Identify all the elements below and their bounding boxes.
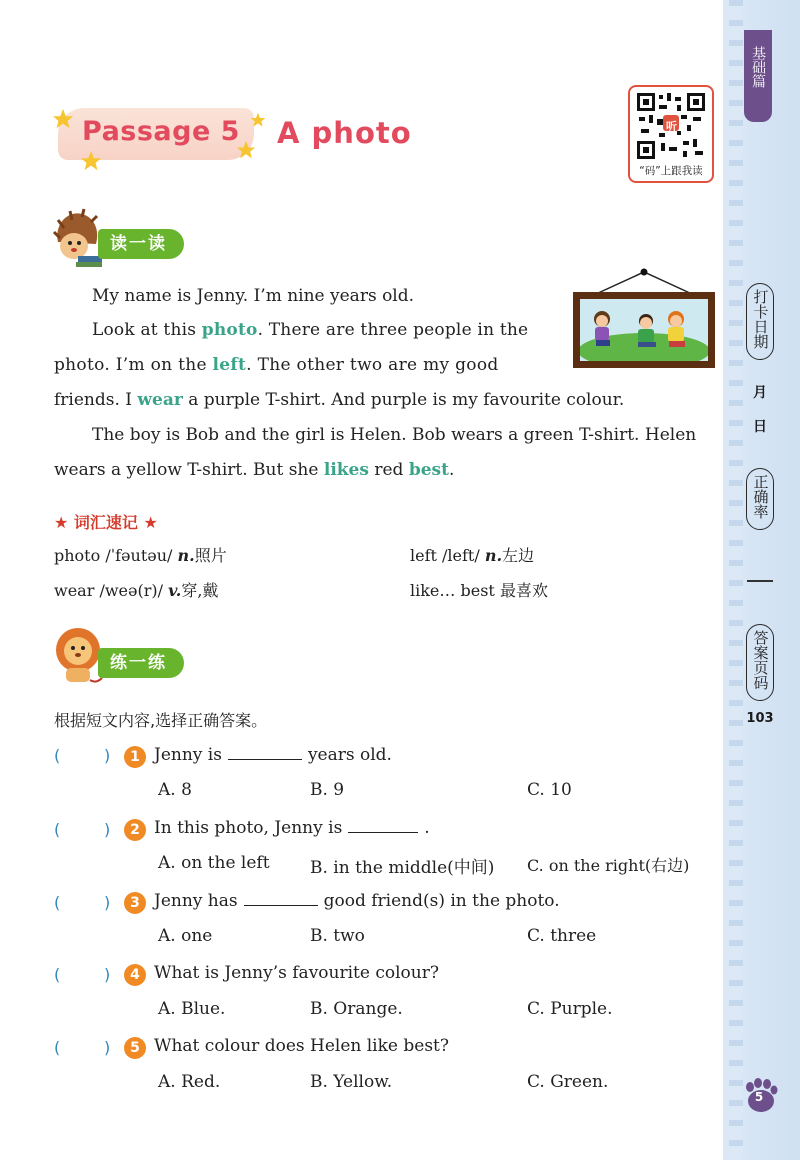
children-photo-illustration xyxy=(580,299,708,361)
passage-line-1 xyxy=(92,279,414,314)
keyword-wear: wear xyxy=(137,390,183,410)
section-header-read: 读一读 xyxy=(98,229,184,259)
vocab-item-left xyxy=(410,543,534,566)
option-3a[interactable]: A. one xyxy=(158,926,213,946)
question-text: Jenny is xyxy=(154,745,222,765)
page-number: 5 xyxy=(754,1090,764,1104)
question-number-4: 4 xyxy=(124,964,146,986)
question-2 xyxy=(154,818,430,838)
binding-edge xyxy=(729,0,743,1160)
accuracy-label: 正确率 xyxy=(751,474,770,519)
vocab-pos: n. xyxy=(484,546,503,565)
option-1c[interactable]: C. 10 xyxy=(527,780,572,800)
passage-text: The boy is Bob and the girl is Helen. Bob wears a green T-shirt. Helen xyxy=(92,425,697,445)
qr-listen-label: 听 xyxy=(666,120,677,133)
paren-close: ) xyxy=(104,965,111,984)
question-number-5: 5 xyxy=(124,1037,146,1059)
question-text: What colour does Helen like best? xyxy=(154,1036,449,1056)
vocab-meaning: 照片 xyxy=(194,546,227,565)
vocab-meaning: 穿,戴 xyxy=(181,581,219,600)
answer-blank-1[interactable] xyxy=(54,746,114,765)
checkin-date-pill xyxy=(746,283,774,360)
answer-page-number: 103 xyxy=(746,711,774,726)
vocab-meaning: 最喜欢 xyxy=(499,581,548,600)
hedgehog-reading-icon xyxy=(50,208,104,270)
vocab-word: left /left/ xyxy=(410,546,480,565)
vocab-word: like… best xyxy=(410,581,495,600)
passage-line-3 xyxy=(54,348,499,383)
question-text: Jenny has xyxy=(154,891,238,911)
accuracy-pill xyxy=(746,468,774,530)
paren-open: ( xyxy=(54,746,61,765)
option-2c[interactable]: C. on the right(右边) xyxy=(527,856,690,875)
option-3b[interactable]: B. two xyxy=(310,926,365,946)
vocab-item-like-best xyxy=(410,578,548,601)
question-4 xyxy=(154,963,439,983)
passage-text: a purple T-shirt. And purple is my favourite colour. xyxy=(182,390,625,410)
section-header-practice: 练一练 xyxy=(98,648,184,678)
paren-close: ) xyxy=(104,820,111,839)
practice-instruction: 根据短文内容,选择正确答案。 xyxy=(54,711,268,730)
option-1a[interactable]: A. 8 xyxy=(158,780,192,800)
vocab-word: photo /ˈfəutəu/ xyxy=(54,546,173,565)
fill-blank xyxy=(348,820,418,833)
paren-open: ( xyxy=(54,965,61,984)
option-4c[interactable]: C. Purple. xyxy=(527,999,613,1019)
passage-text: red xyxy=(368,460,409,480)
option-4b[interactable]: B. Orange. xyxy=(310,999,403,1019)
vocab-item-photo xyxy=(54,543,227,566)
passage-text: . There are three people in the xyxy=(257,320,529,340)
keyword-photo: photo xyxy=(201,320,258,340)
month-label: 月 xyxy=(753,385,767,401)
qr-caption: “码”上跟我读 xyxy=(639,165,703,177)
paren-open: ( xyxy=(54,893,61,912)
passage-line-5 xyxy=(92,418,696,453)
question-3 xyxy=(154,891,560,911)
passage-text: . xyxy=(448,460,455,480)
paren-open: ( xyxy=(54,820,61,839)
vocab-header: ★ 词汇速记 ★ xyxy=(54,513,158,532)
question-text: In this photo, Jenny is xyxy=(154,818,343,838)
option-1b[interactable]: B. 9 xyxy=(310,780,345,800)
question-text: What is Jenny’s favourite colour? xyxy=(154,963,439,983)
paren-close: ) xyxy=(104,893,111,912)
star-icon xyxy=(250,112,266,128)
option-2b[interactable]: B. in the middle(中间) xyxy=(310,858,495,878)
question-text: good friend(s) in the photo. xyxy=(323,891,560,911)
answer-page-code-label: 答案页码 xyxy=(751,630,770,690)
question-text: years old. xyxy=(307,745,392,765)
option-2a[interactable]: A. on the left xyxy=(158,853,270,873)
answer-blank-5[interactable] xyxy=(54,1038,114,1057)
vocab-pos: v. xyxy=(168,581,182,600)
option-5a[interactable]: A. Red. xyxy=(158,1072,221,1092)
keyword-left: left xyxy=(212,355,247,375)
passage-line-2 xyxy=(92,313,528,348)
option-5c[interactable]: C. Green. xyxy=(527,1072,609,1092)
passage-text: . The other two are my good xyxy=(246,355,499,375)
answer-blank-3[interactable] xyxy=(54,893,114,912)
page-title: A photo xyxy=(277,116,412,150)
passage-number: Passage 5 xyxy=(82,116,240,147)
accuracy-blank-line xyxy=(747,580,773,582)
option-4a[interactable]: A. Blue. xyxy=(158,999,226,1019)
passage-text: My name is Jenny. I’m nine years old. xyxy=(92,286,415,306)
framed-photo-image xyxy=(580,299,708,361)
section-tab-label: 基础篇 xyxy=(750,46,766,88)
question-number-1: 1 xyxy=(124,746,146,768)
question-5 xyxy=(154,1036,449,1056)
star-icon xyxy=(80,150,102,172)
answer-page-code-pill xyxy=(746,624,774,701)
option-3c[interactable]: C. three xyxy=(527,926,597,946)
passage-text: Look at this xyxy=(92,320,202,340)
star-icon xyxy=(52,108,74,130)
vocab-word: wear /weə(r)/ xyxy=(54,581,163,600)
passage-text: friends. I xyxy=(54,390,138,410)
keyword-likes: likes xyxy=(323,460,369,480)
section-tab xyxy=(744,30,772,122)
passage-line-6 xyxy=(54,453,454,488)
paren-close: ) xyxy=(104,1038,111,1057)
passage-text: photo. I’m on the xyxy=(54,355,213,375)
passage-line-4 xyxy=(54,383,624,418)
fill-blank xyxy=(244,893,318,906)
paren-close: ) xyxy=(104,746,111,765)
day-label: 日 xyxy=(753,419,767,435)
lion-writing-icon xyxy=(54,624,104,692)
question-number-3: 3 xyxy=(124,892,146,914)
vocab-pos: n. xyxy=(177,546,195,565)
keyword-best: best xyxy=(408,460,449,480)
option-5b[interactable]: B. Yellow. xyxy=(310,1072,393,1092)
fill-blank xyxy=(228,747,302,760)
passage-text: wears a yellow T-shirt. But she xyxy=(54,460,324,480)
question-number-2: 2 xyxy=(124,819,146,841)
question-1 xyxy=(154,745,392,765)
answer-blank-2[interactable] xyxy=(54,820,114,839)
checkin-date-label: 打卡日期 xyxy=(751,289,770,349)
vocab-meaning: 左边 xyxy=(502,546,535,565)
paren-open: ( xyxy=(54,1038,61,1057)
vocab-item-wear xyxy=(54,578,218,601)
answer-blank-4[interactable] xyxy=(54,965,114,984)
question-text: . xyxy=(424,818,430,838)
